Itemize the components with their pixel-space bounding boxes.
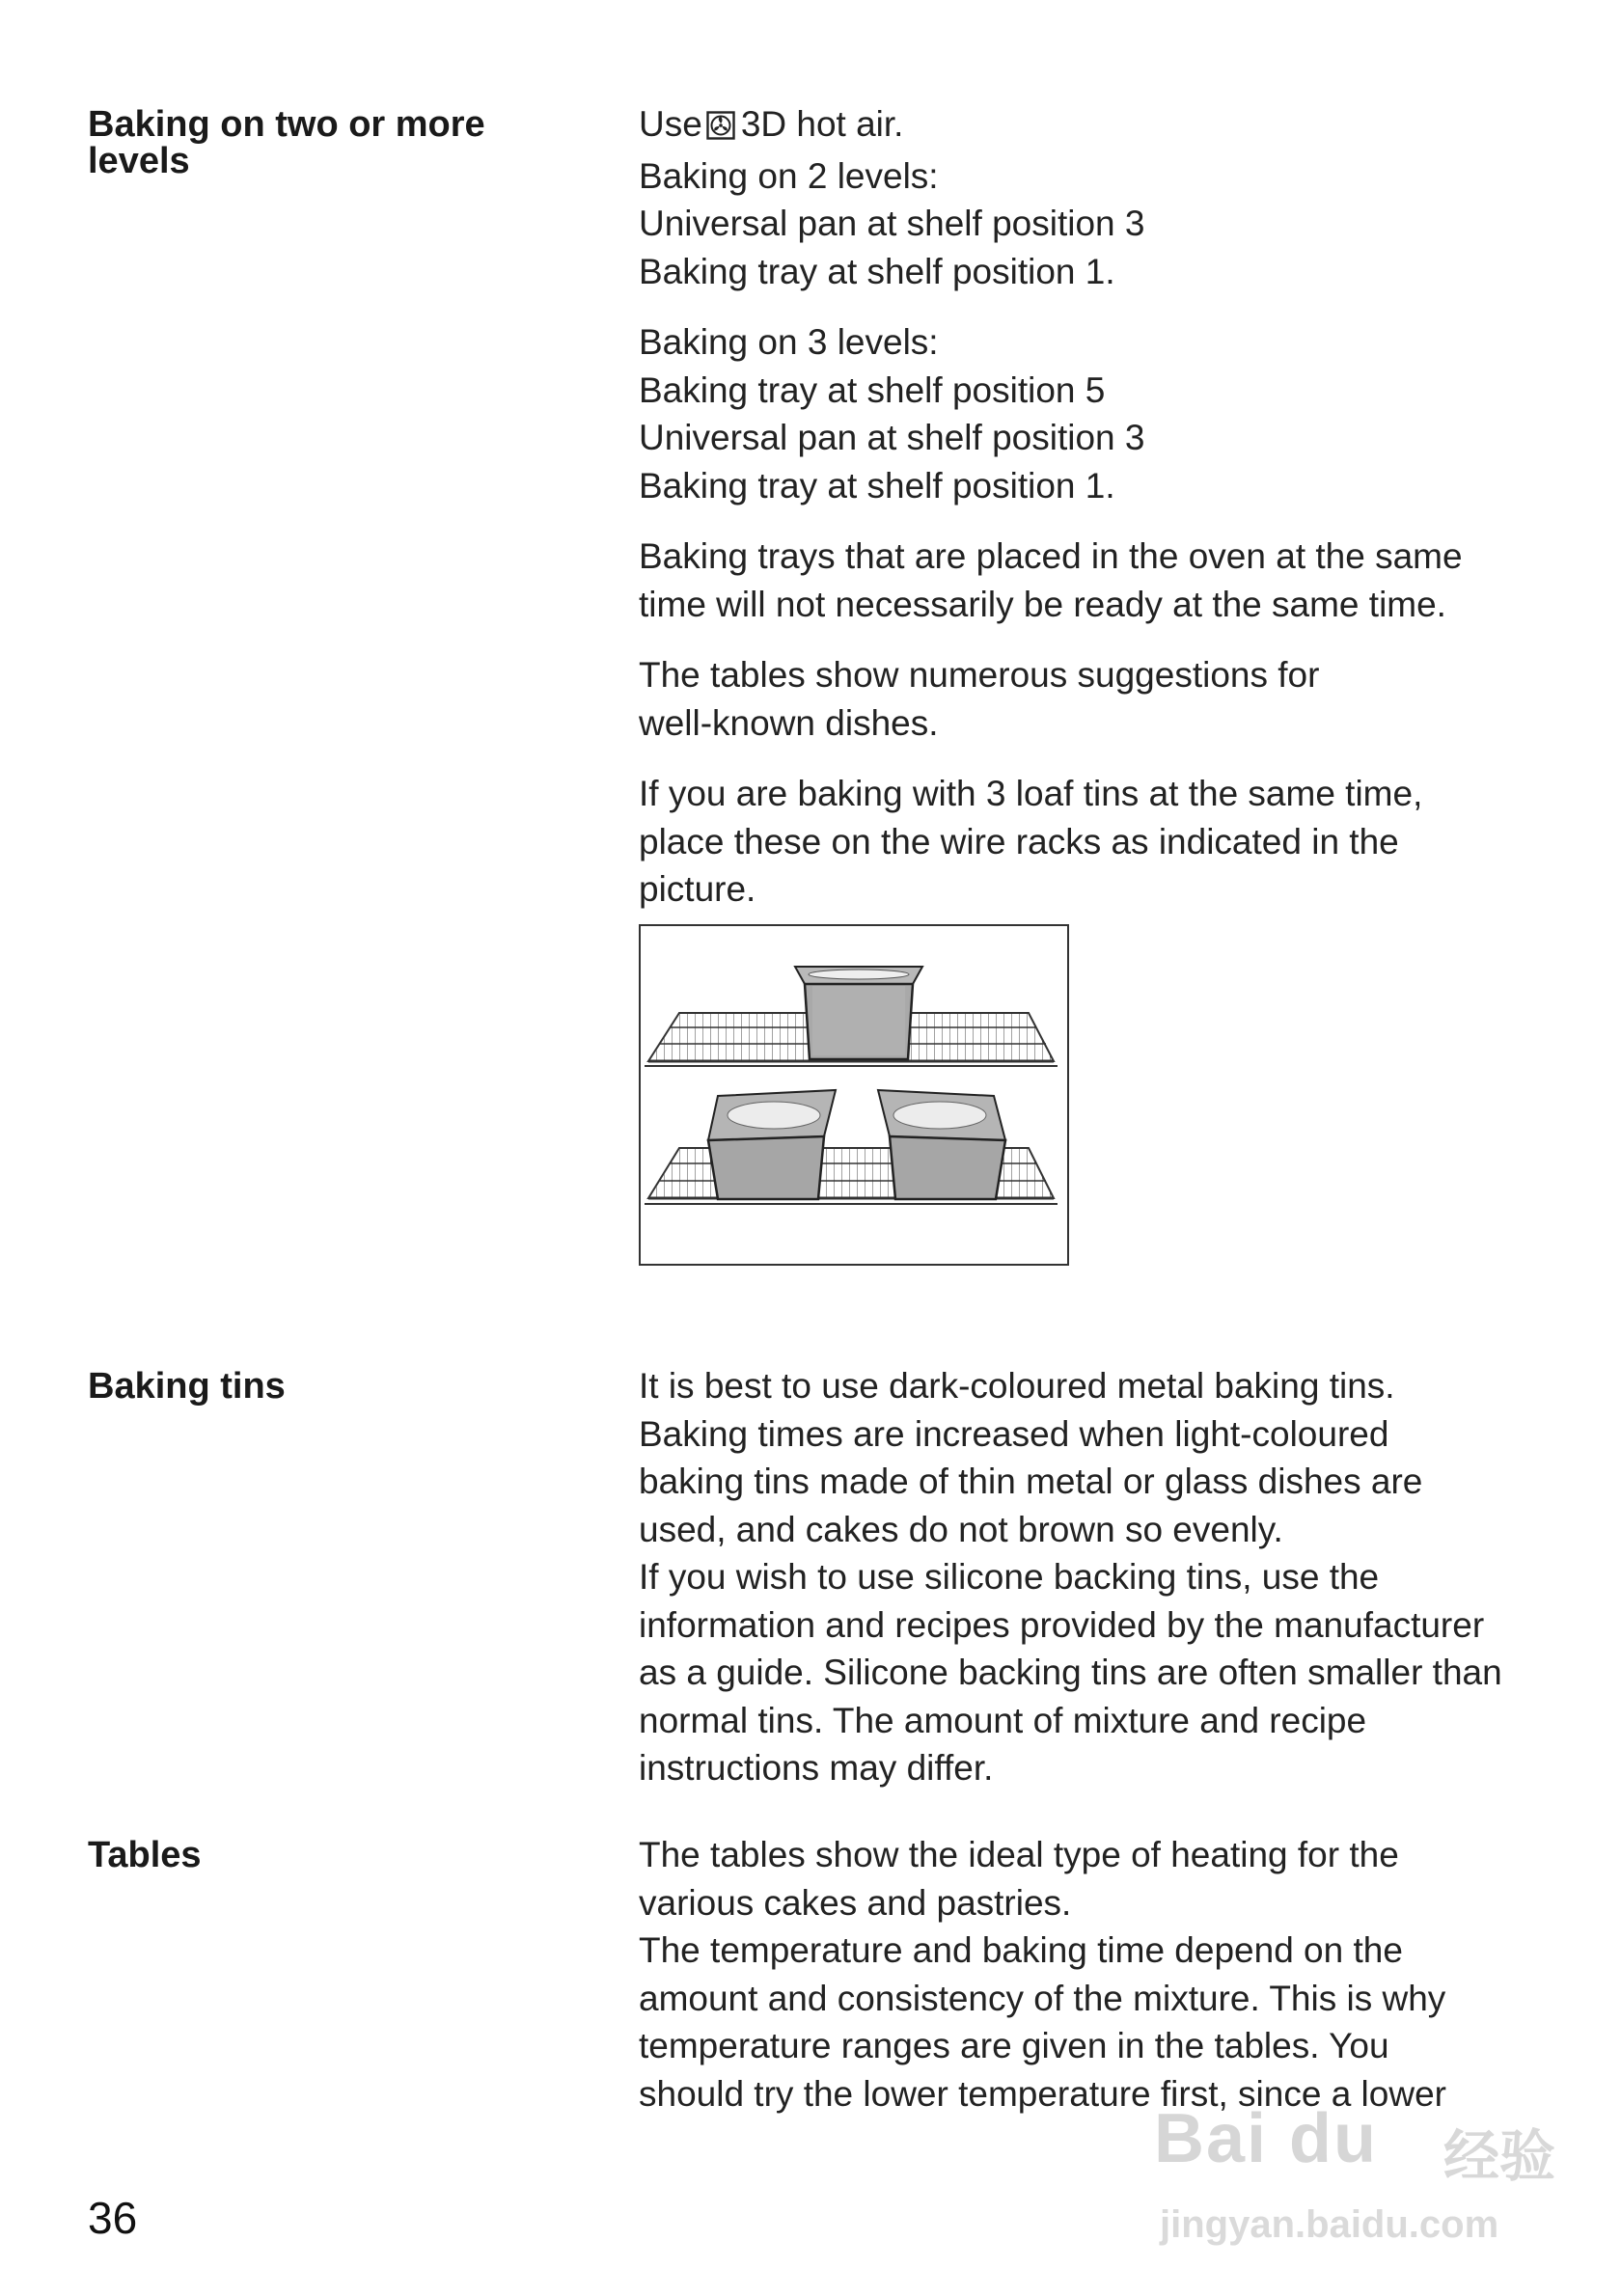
loaf-tins-illustration bbox=[641, 926, 1067, 1264]
text-line: The tables show numerous suggestions for bbox=[639, 655, 1320, 695]
loaf-tin-bottom-left bbox=[708, 1090, 836, 1199]
watermark-url: jingyan.baidu.com bbox=[1160, 2203, 1499, 2246]
text-line: picture. bbox=[639, 869, 756, 909]
text-line: Baking trays that are placed in the oven at the same bbox=[639, 536, 1463, 576]
ready-para bbox=[639, 533, 1594, 628]
two-levels-text-column bbox=[639, 100, 1594, 914]
tables-para bbox=[639, 1831, 1594, 2118]
text-line: well-known dishes. bbox=[639, 702, 939, 743]
text-line: Baking on 2 levels: bbox=[639, 155, 939, 196]
text-line: information and recipes provided by the manufacturer bbox=[639, 1604, 1485, 1645]
heading-baking-tins-text: Baking tins bbox=[88, 1366, 286, 1407]
text-line: used, and cakes do not brown so evenly. bbox=[639, 1509, 1283, 1549]
watermark-brand: Bai du bbox=[1154, 2100, 1379, 2177]
text-line: should try the lower temperature first, since a lower bbox=[639, 2073, 1446, 2114]
text-line: amount and consistency of the mixture. This is why bbox=[639, 1978, 1446, 2018]
heading-two-levels bbox=[88, 106, 551, 179]
three-levels-para bbox=[639, 318, 1594, 509]
loaf-tin-top bbox=[795, 967, 922, 1059]
tables-suggestions-para bbox=[639, 651, 1594, 747]
text-line: as a guide. Silicone backing tins are often smaller than bbox=[639, 1653, 1502, 1692]
loaf-tins-para bbox=[639, 770, 1594, 914]
heading-two-levels-text: Baking on two or more levels bbox=[88, 104, 485, 181]
baking-tins-para bbox=[639, 1362, 1594, 1792]
text-line: temperature ranges are given in the tables. You bbox=[639, 2026, 1389, 2065]
intro-use: Use bbox=[639, 104, 702, 144]
baidu-watermark bbox=[1154, 2099, 1559, 2273]
text-line: instructions may differ. bbox=[639, 1748, 994, 1788]
text-line: baking tins made of thin metal or glass dishes are bbox=[639, 1462, 1423, 1501]
text-line: Baking tray at shelf position 1. bbox=[639, 251, 1115, 291]
3d-hot-air-icon bbox=[706, 104, 735, 152]
intro-3d-hot-air: 3D hot air. bbox=[740, 104, 904, 144]
text-line: normal tins. The amount of mixture and recipe bbox=[639, 1700, 1367, 1740]
text-line: The temperature and baking time depend on the bbox=[639, 1930, 1403, 1970]
text-line: time will not necessarily be ready at the same time. bbox=[639, 584, 1446, 624]
page-number: 36 bbox=[88, 2193, 138, 2243]
watermark-chinese: 经验 bbox=[1443, 2125, 1556, 2188]
text-line: Baking times are increased when light-coloured bbox=[639, 1413, 1389, 1454]
heading-tables-text: Tables bbox=[88, 1835, 202, 1875]
loaf-tins-figure bbox=[639, 924, 1069, 1266]
heading-tables bbox=[88, 1837, 551, 1873]
intro-line bbox=[639, 100, 1594, 152]
text-line: Baking tray at shelf position 5 bbox=[639, 369, 1106, 410]
text-line: The tables show the ideal type of heating for the bbox=[639, 1835, 1399, 1874]
text-line: Universal pan at shelf position 3 bbox=[639, 204, 1145, 243]
text-line: It is best to use dark-coloured metal baking tins. bbox=[639, 1366, 1395, 1406]
two-levels-para bbox=[639, 152, 1594, 296]
text-line: place these on the wire racks as indicated in the bbox=[639, 821, 1399, 861]
text-line: If you wish to use silicone backing tins, use the bbox=[639, 1557, 1380, 1597]
text-line: Baking on 3 levels: bbox=[639, 322, 939, 362]
baking-tins-text-column bbox=[639, 1362, 1594, 1792]
text-line: Universal pan at shelf position 3 bbox=[639, 418, 1145, 457]
tables-text-column bbox=[639, 1831, 1594, 2118]
text-line: If you are baking with 3 loaf tins at the same time, bbox=[639, 774, 1423, 813]
text-line: Baking tray at shelf position 1. bbox=[639, 465, 1115, 506]
heading-baking-tins bbox=[88, 1368, 551, 1405]
text-line: various cakes and pastries. bbox=[639, 1882, 1072, 1923]
loaf-tin-bottom-right bbox=[878, 1090, 1005, 1199]
